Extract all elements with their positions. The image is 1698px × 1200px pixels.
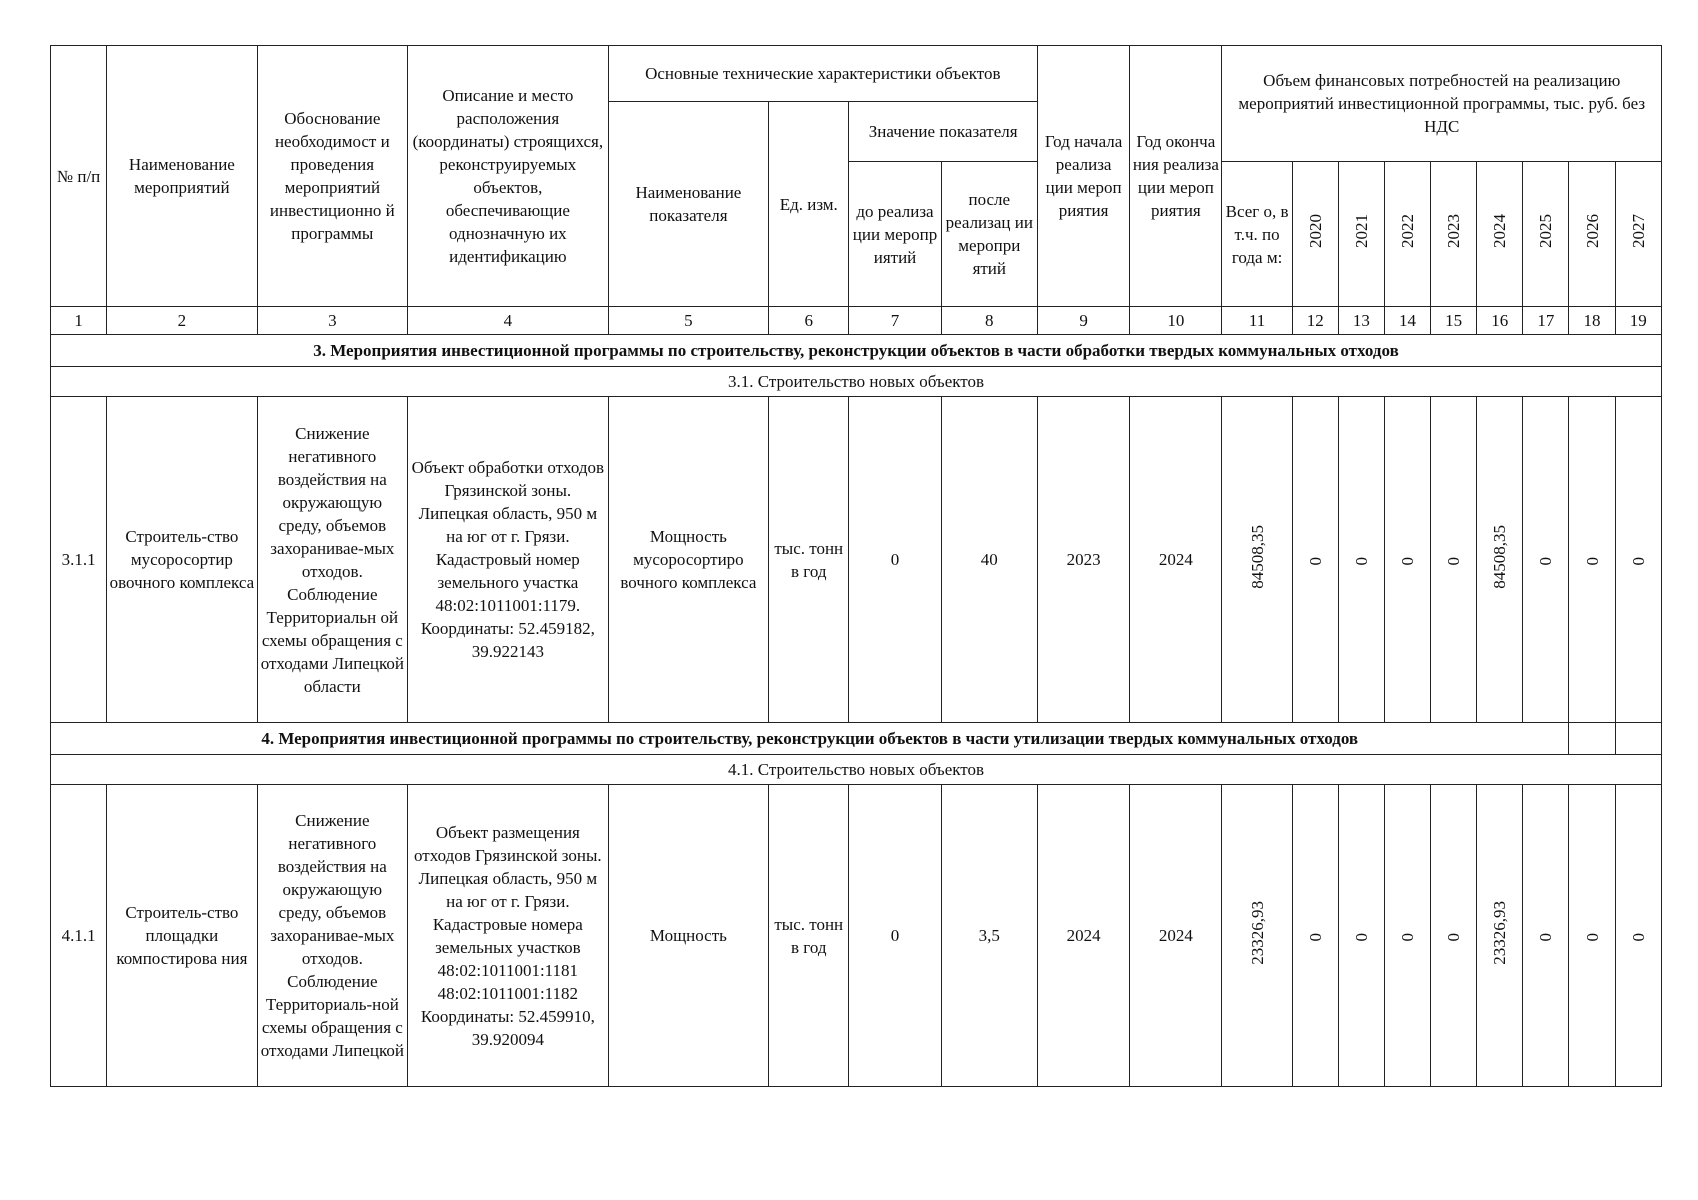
- column-number: 5: [608, 307, 768, 335]
- year-value: 0: [1398, 932, 1417, 941]
- row-end-year: 2024: [1130, 785, 1222, 1087]
- year-value: 23326,93: [1490, 900, 1510, 965]
- header-year-2026: [1569, 162, 1615, 307]
- year-value: 0: [1628, 932, 1648, 941]
- row-before: 0: [849, 397, 941, 723]
- row-total: [1222, 397, 1292, 723]
- year-value: 0: [1351, 932, 1371, 941]
- row-start-year: 2024: [1037, 785, 1129, 1087]
- header-year-label: 2024: [1490, 214, 1510, 248]
- row-unit: тыс. тонн в год: [769, 785, 849, 1087]
- year-value: 0: [1398, 556, 1417, 565]
- header-year-label: 2026: [1582, 214, 1602, 248]
- row-indicator: Мощность: [608, 785, 768, 1087]
- header-start-year: Год начала реализа ции мероп риятия: [1037, 46, 1129, 307]
- column-number: 12: [1292, 307, 1338, 335]
- row-year-value: [1569, 397, 1615, 723]
- row-before: 0: [849, 785, 941, 1087]
- header-year-label: 2020: [1305, 214, 1325, 248]
- header-num: № п/п: [51, 46, 107, 307]
- year-value: 0: [1536, 932, 1556, 941]
- header-reason: Обоснование необходимост и проведения мероприятий инвестиционно й программы: [257, 46, 407, 307]
- column-number: 3: [257, 307, 407, 335]
- year-value: 0: [1582, 932, 1602, 941]
- section-subtitle: 4.1. Строительство новых объектов: [51, 755, 1662, 785]
- column-number: 6: [769, 307, 849, 335]
- row-year-value: [1615, 785, 1661, 1087]
- row-total: [1222, 785, 1292, 1087]
- row-year-value: [1292, 397, 1338, 723]
- row-year-value: [1338, 397, 1384, 723]
- year-value: 0: [1305, 556, 1325, 565]
- row-num: 3.1.1: [51, 397, 107, 723]
- row-year-value: [1523, 785, 1569, 1087]
- empty-cell: [1615, 723, 1661, 755]
- column-number: 15: [1431, 307, 1477, 335]
- row-end-year: 2024: [1130, 397, 1222, 723]
- table-row: [51, 397, 1662, 723]
- column-number-row: [51, 307, 1662, 335]
- section-title: 3. Мероприятия инвестиционной программы по строительству, реконструкции объектов в части обработки твердых коммунальных отходов: [51, 335, 1662, 367]
- row-unit: тыс. тонн в год: [769, 397, 849, 723]
- header-year-label: 2023: [1444, 214, 1464, 248]
- column-number: 13: [1338, 307, 1384, 335]
- header-before: до реализа ции меропр иятий: [849, 162, 941, 307]
- year-value: 0: [1628, 556, 1648, 565]
- row-indicator: Мощность мусоросортиро вочного комплекса: [608, 397, 768, 723]
- row-start-year: 2023: [1037, 397, 1129, 723]
- header-year-2025: [1523, 162, 1569, 307]
- header-year-2023: [1431, 162, 1477, 307]
- header-indicator-name: Наименование показателя: [608, 102, 768, 307]
- row-description: Объект размещения отходов Грязинской зоны. Липецкая область, 950 м на юг от г. Грязи. Кадастровые номера земельных участков 48:02:1011001:1181 48:02:1011001:1182 Координаты: 52.459910, 39.920094: [408, 785, 609, 1087]
- row-year-value: [1292, 785, 1338, 1087]
- column-number: 17: [1523, 307, 1569, 335]
- row-after: 3,5: [941, 785, 1037, 1087]
- row-year-value: [1569, 785, 1615, 1087]
- header-year-2024: [1477, 162, 1523, 307]
- header-year-label: 2027: [1628, 214, 1648, 248]
- header-finance: Объем финансовых потребностей на реализацию мероприятий инвестиционной программы, тыс. руб. без НДС: [1222, 46, 1662, 162]
- column-number: 8: [941, 307, 1037, 335]
- row-year-value: [1384, 785, 1430, 1087]
- header-tech: Основные технические характеристики объектов: [608, 46, 1037, 102]
- header-year-2022: [1384, 162, 1430, 307]
- row-year-value: [1431, 785, 1477, 1087]
- column-number: 18: [1569, 307, 1615, 335]
- year-value: 84508,35: [1490, 524, 1510, 589]
- header-description: Описание и место расположения (координаты) строящихся, реконструируемых объектов, обеспечивающие однозначную их идентификацию: [408, 46, 609, 307]
- section-subtitle: 3.1. Строительство новых объектов: [51, 367, 1662, 397]
- year-value: 0: [1582, 556, 1602, 565]
- year-value: 0: [1536, 556, 1556, 565]
- row-num: 4.1.1: [51, 785, 107, 1087]
- header-year-2027: [1615, 162, 1661, 307]
- row-description: Объект обработки отходов Грязинской зоны. Липецкая область, 950 м на юг от г. Грязи. Кадастровый номер земельного участка 48:02:1011001:1179. Координаты: 52.459182, 39.922143: [408, 397, 609, 723]
- row-after: 40: [941, 397, 1037, 723]
- header-year-label: 2025: [1536, 214, 1556, 248]
- investment-program-table: [50, 45, 1662, 1087]
- header-total: Всег о, в т.ч. по года м:: [1222, 162, 1292, 307]
- empty-cell: [1569, 723, 1615, 755]
- row-year-value: [1615, 397, 1661, 723]
- column-number: 4: [408, 307, 609, 335]
- column-number: 10: [1130, 307, 1222, 335]
- row-total-value: 23326,93: [1247, 900, 1267, 965]
- column-number: 1: [51, 307, 107, 335]
- row-year-value: [1431, 397, 1477, 723]
- header-year-2020: [1292, 162, 1338, 307]
- header-after: после реализац ии меропри ятий: [941, 162, 1037, 307]
- year-value: 0: [1444, 932, 1464, 941]
- year-value: 0: [1444, 556, 1464, 565]
- row-year-value: [1338, 785, 1384, 1087]
- table-row: [51, 785, 1662, 1087]
- header-end-year: Год оконча ния реализа ции мероп риятия: [1130, 46, 1222, 307]
- row-reason: Снижение негативного воздействия на окружающую среду, объемов захоранивае-мых отходов. Соблюдение Территориаль-ной схемы обращения с отходами Липецкой: [257, 785, 407, 1087]
- row-name: Строитель-ство площадки компостирова ния: [107, 785, 257, 1087]
- row-total-value: 84508,35: [1247, 524, 1267, 589]
- column-number: 9: [1037, 307, 1129, 335]
- column-number: 7: [849, 307, 941, 335]
- header-year-label: 2022: [1398, 214, 1417, 248]
- year-value: 0: [1305, 932, 1325, 941]
- row-year-value: [1384, 397, 1430, 723]
- row-year-value: [1477, 397, 1523, 723]
- column-number: 2: [107, 307, 257, 335]
- row-year-value: [1477, 785, 1523, 1087]
- section-title: 4. Мероприятия инвестиционной программы по строительству, реконструкции объектов в части утилизации твердых коммунальных отходов: [51, 723, 1569, 755]
- column-number: 11: [1222, 307, 1292, 335]
- header-name: Наименование мероприятий: [107, 46, 257, 307]
- row-year-value: [1523, 397, 1569, 723]
- header-year-label: 2021: [1351, 214, 1371, 248]
- header-year-2021: [1338, 162, 1384, 307]
- row-reason: Снижение негативного воздействия на окружающую среду, объемов захоранивае-мых отходов. Соблюдение Территориальн ой схемы обращения с отходами Липецкой области: [257, 397, 407, 723]
- header-unit: Ед. изм.: [769, 102, 849, 307]
- column-number: 14: [1384, 307, 1430, 335]
- column-number: 16: [1477, 307, 1523, 335]
- year-value: 0: [1351, 556, 1371, 565]
- header-value: Значение показателя: [849, 102, 1038, 162]
- column-number: 19: [1615, 307, 1661, 335]
- row-name: Строитель-ство мусоросортир овочного комплекса: [107, 397, 257, 723]
